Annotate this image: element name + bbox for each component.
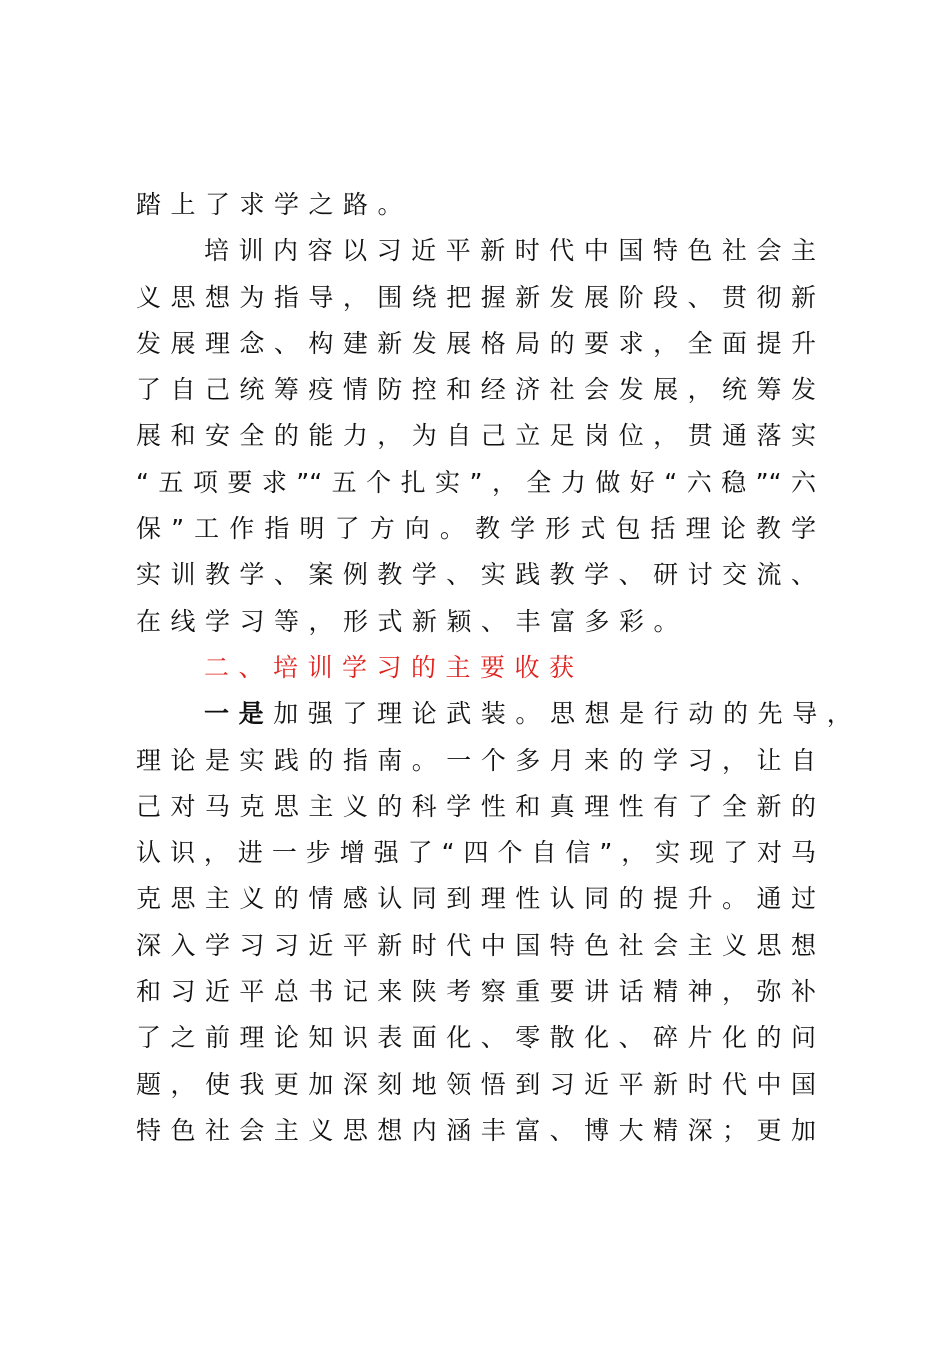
text-line: 发展理念、构建新发展格局的要求，全面提升 <box>136 328 816 358</box>
section-first-line-rest: 加强了理论武装。思想是行动的先导， <box>273 699 862 729</box>
section-heading: 二、培训学习的主要收获 <box>204 652 584 682</box>
text-line: 题，使我更加深刻地领悟到习近平新时代中国 <box>136 1069 816 1099</box>
text-line: 义思想为指导，围绕把握新发展阶段、贯彻新 <box>136 282 816 312</box>
text-line: 在线学习等，形式新颖、丰富多彩。 <box>136 606 689 636</box>
text-line: “五项要求”“五个扎实”，全力做好“六稳”“六 <box>136 467 816 497</box>
text-line: 和习近平总书记来陕考察重要讲话精神，弥补 <box>136 977 816 1007</box>
section-first-line <box>136 691 862 737</box>
text-line: 了之前理论知识表面化、零散化、碎片化的问 <box>136 1023 816 1053</box>
text-line: 克思主义的情感认同到理性认同的提升。通过 <box>136 884 816 914</box>
text-line: 认识，进一步增强了“四个自信”，实现了对马 <box>136 838 816 868</box>
text-line: 展和安全的能力，为自己立足岗位，贯通落实 <box>136 421 816 451</box>
text-line: 踏上了求学之路。 <box>136 190 413 219</box>
text-line: 己对马克思主义的科学性和真理性有了全新的 <box>136 791 816 821</box>
text-line: 特色社会主义思想内涵丰富、博大精深；更加 <box>136 1115 816 1145</box>
body-text <box>136 182 862 1154</box>
text-line: 理论是实践的指南。一个多月来的学习，让自 <box>136 745 816 775</box>
text-line: 培训内容以习近平新时代中国特色社会主 <box>204 236 816 266</box>
section-lead: 一是 <box>204 699 274 729</box>
text-line: 了自己统筹疫情防控和经济社会发展，统筹发 <box>136 375 816 405</box>
text-line: 实训教学、案例教学、实践教学、研讨交流、 <box>136 560 816 590</box>
text-line: 深入学习习近平新时代中国特色社会主义思想 <box>136 930 816 960</box>
text-line: 保”工作指明了方向。教学形式包括理论教学 <box>136 514 816 544</box>
